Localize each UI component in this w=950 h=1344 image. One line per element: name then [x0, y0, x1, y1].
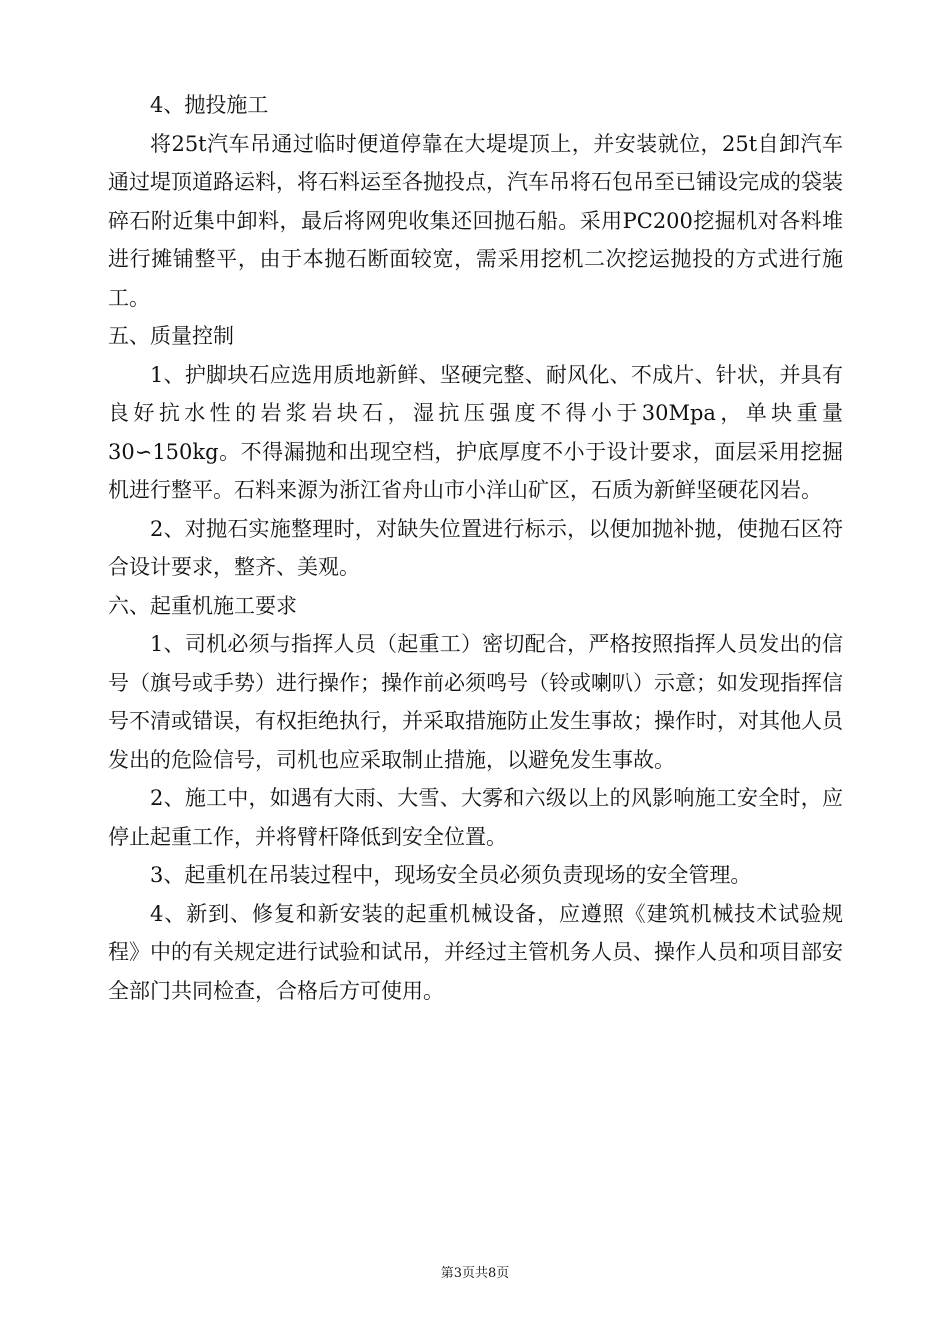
- paragraph-quality-item-1: 1、护脚块石应选用质地新鲜、坚硬完整、耐风化、不成片、针状，并具有良好抗水性的岩浆岩块石，湿抗压强度不得小于30Mpa，单块重量30∽150kg。不得漏抛和出现空档，护底厚度不小于设计要求，面层采用挖掘机进行整平。石料来源为浙江省舟山市小洋山矿区，石质为新鲜坚硬花冈岩。: [108, 362, 843, 502]
- subheading-throwing-construction: 4、抛投施工: [150, 93, 269, 117]
- paragraph-crane-item-3: 3、起重机在吊装过程中，现场安全员必须负责现场的安全管理。: [150, 863, 752, 887]
- page-footer: 第3页共8页: [440, 1266, 510, 1281]
- paragraph-crane-item-4: 4、新到、修复和新安装的起重机械设备，应遵照《建筑机械技术试验规程》中的有关规定进行试验和试吊，并经过主管机务人员、操作人员和项目部安全部门共同检查，合格后方可使用。: [108, 901, 843, 1003]
- paragraph-quality-item-2: 2、对抛石实施整理时，对缺失位置进行标示，以便加抛补抛，使抛石区符合设计要求，整齐、美观。: [108, 516, 843, 579]
- section-heading-quality-control: 五、质量控制: [108, 324, 234, 348]
- paragraph-crane-item-2: 2、施工中，如遇有大雨、大雪、大雾和六级以上的风影响施工安全时，应停止起重工作，并将臂杆降低到安全位置。: [108, 786, 843, 849]
- paragraph-crane-item-1: 1、司机必须与指挥人员（起重工）密切配合，严格按照指挥人员发出的信号（旗号或手势）进行操作；操作前必须鸣号（铃或喇叭）示意；如发现指挥信号不清或错误，有权拒绝执行，并采取措施防止发生事故；操作时，对其他人员发出的危险信号，司机也应采取制止措施，以避免发生事故。: [108, 632, 843, 772]
- body-text: [108, 86, 843, 1010]
- section-heading-crane-requirements: 六、起重机施工要求: [108, 593, 297, 618]
- paragraph-throwing-construction: 将25t汽车吊通过临时便道停靠在大堤堤顶上，并安装就位，25t自卸汽车通过堤顶道路运料，将石料运至各抛投点，汽车吊将石包吊至已铺设完成的袋装碎石附近集中卸料，最后将网兜收集还回抛石船。采用PC200挖掘机对各料堆进行摊铺整平，由于本抛石断面较宽，需采用挖机二次挖运抛投的方式进行施工。: [108, 131, 843, 310]
